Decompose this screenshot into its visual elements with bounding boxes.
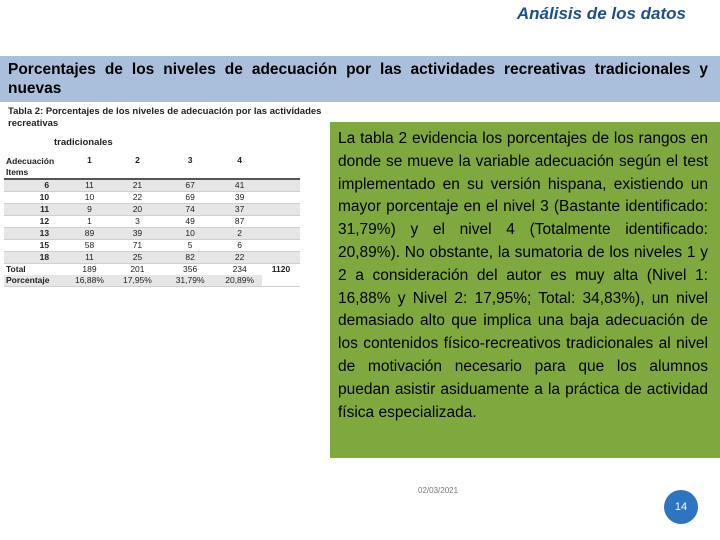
cell: 58 [67,240,112,252]
cell: 69 [163,192,217,204]
percentage-row [4,275,300,287]
cell: 39 [217,192,262,204]
section-heading: Porcentajes de los niveles de adecuación por las actividades recreativas tradicionales y nuevas [8,61,708,97]
percentage-label: Porcentaje [4,275,67,287]
grand-total: 1120 [262,264,300,276]
cell-blank [262,252,300,264]
cell: 189 [67,264,112,276]
footer-date: 02/03/2021 [418,486,459,495]
analysis-text: La tabla 2 evidencia los porcentajes de los rangos en donde se mueve la variable adecuación según el test implementado en su versión hispana, existiendo un mayor porcentaje en el nivel 3 (Bastante identificado: 31,79%) y el nivel 4 (Totalmente identificado: 20,89%). No obstante, la sumatoria de los niveles 1 y 2 a consideración del autor es muy alta (Nivel 1: 16,88% y Nivel 2: 17,95%; Total: 34,83%), un nivel demasiado alto que implica una baja adecuación de los contenidos físico-recreativos tradicionales al nivel de motivación necesario para que los alumnos puedan asistir asiduamente a la práctica de actividad física especializada. [338,130,708,421]
total-label: Total [4,264,67,276]
header-level-3: 3 [163,155,217,179]
cell: 87 [217,216,262,228]
table-caption-line2: tradicionales [54,137,113,148]
row-item: 18 [4,252,67,264]
cell: 74 [163,204,217,216]
cell: 1 [67,216,112,228]
cell: 21 [112,179,163,192]
analysis-text-box [330,122,720,458]
header-level-4: 4 [217,155,262,179]
table-row [4,216,300,228]
cell: 11 [67,179,112,192]
row-item: 13 [4,228,67,240]
header-blank [262,155,300,179]
row-item: 12 [4,216,67,228]
cell: 39 [112,228,163,240]
cell: 71 [112,240,163,252]
cell: 5 [163,240,217,252]
cell-blank [262,240,300,252]
table-row [4,228,300,240]
cell: 6 [217,240,262,252]
cell: 25 [112,252,163,264]
table-row [4,252,300,264]
cell: 17,95% [112,275,163,287]
row-item: 6 [4,179,67,192]
header-level-2: 2 [112,155,163,179]
table-row [4,204,300,216]
cell-blank [262,204,300,216]
cell: 234 [217,264,262,276]
cell: 356 [163,264,217,276]
cell: 10 [163,228,217,240]
cell: 2 [217,228,262,240]
page-number-badge: 14 [664,490,698,524]
header-level-1: 1 [67,155,112,179]
cell: 3 [112,216,163,228]
cell: 89 [67,228,112,240]
cell: 82 [163,252,217,264]
cell-blank [262,228,300,240]
cell-blank [262,275,300,287]
adequacy-table [4,155,300,287]
cell: 11 [67,252,112,264]
slide-title: Análisis de los datos [516,4,686,23]
cell: 31,79% [163,275,217,287]
table-row [4,192,300,204]
cell: 67 [163,179,217,192]
row-item: 15 [4,240,67,252]
row-item: 10 [4,192,67,204]
cell: 10 [67,192,112,204]
cell-blank [262,179,300,192]
cell: 9 [67,204,112,216]
table-header-row [4,155,300,179]
cell: 16,88% [67,275,112,287]
cell: 22 [112,192,163,204]
total-row [4,264,300,276]
cell: 20 [112,204,163,216]
table-caption-line1: Tabla 2: Porcentajes de los niveles de adecuación por las actividades recreativas [8,106,322,129]
cell: 41 [217,179,262,192]
table-row [4,240,300,252]
cell-blank [262,192,300,204]
table-row [4,179,300,192]
cell: 37 [217,204,262,216]
cell: 49 [163,216,217,228]
row-item: 11 [4,204,67,216]
cell: 20,89% [217,275,262,287]
cell: 22 [217,252,262,264]
cell-blank [262,216,300,228]
header-item: Adecuación Items [4,155,67,179]
table-caption [8,106,328,149]
cell: 201 [112,264,163,276]
